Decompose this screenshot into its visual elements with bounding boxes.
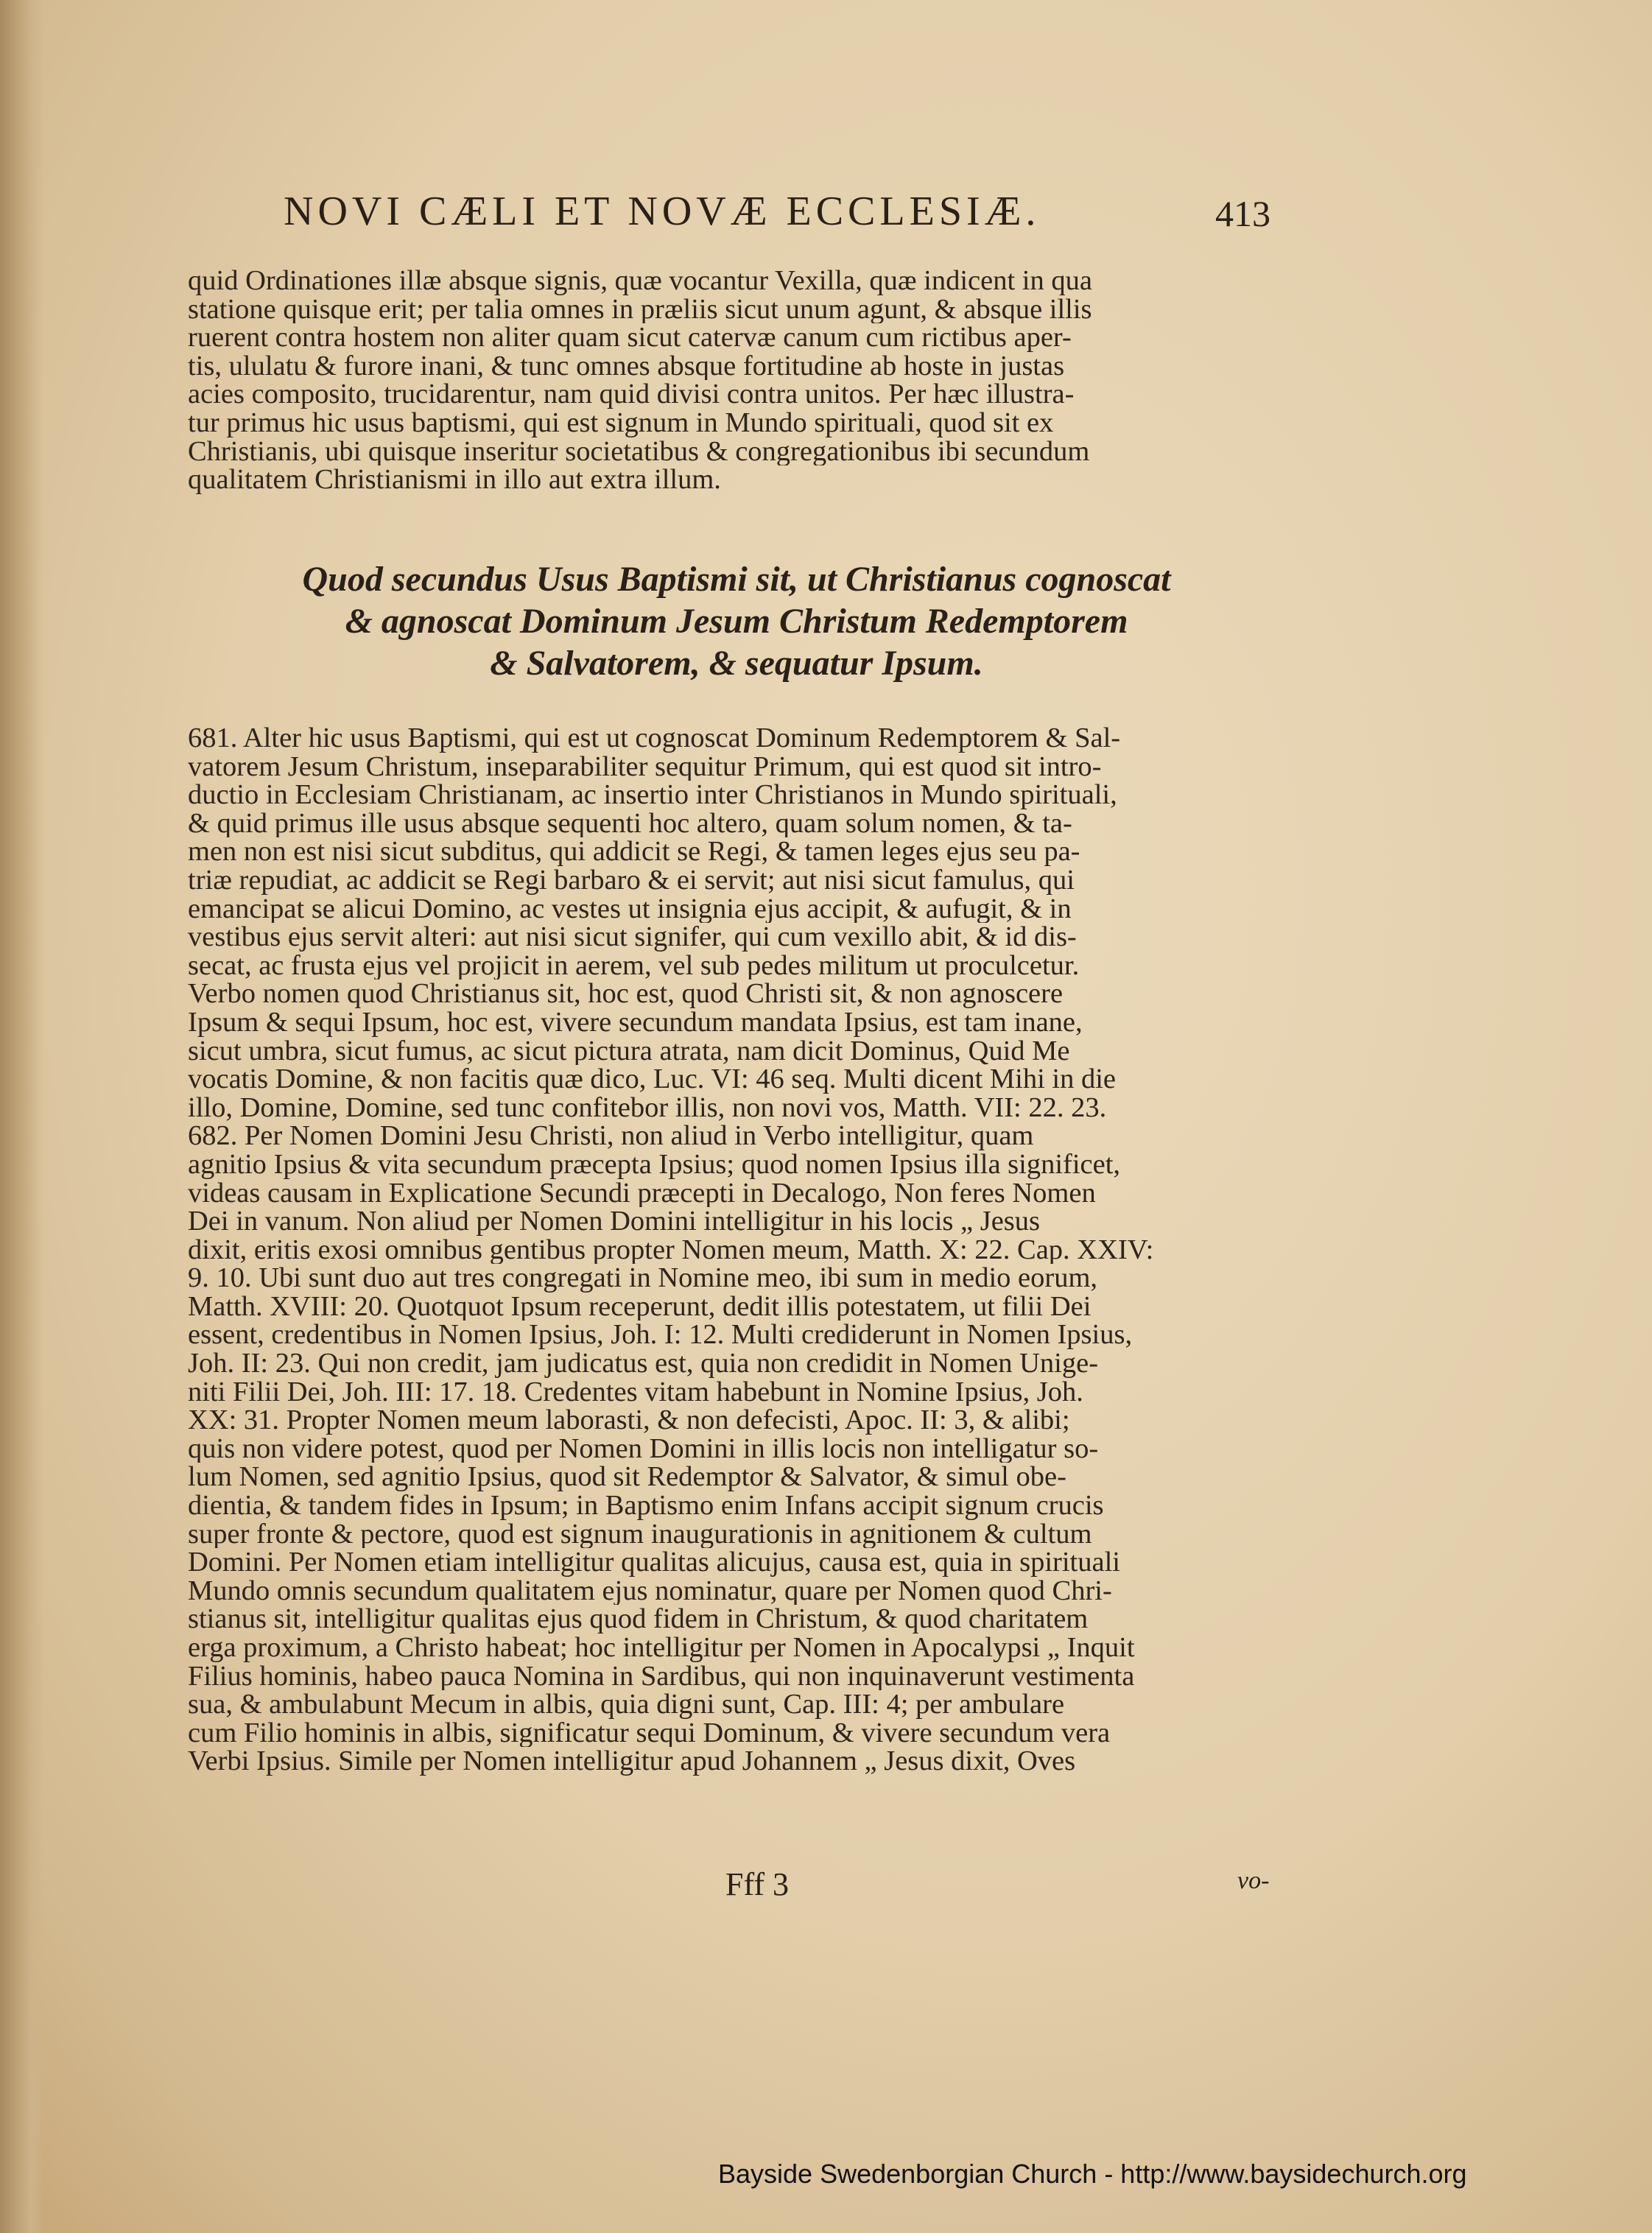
- text-line: dixit, eritis exosi omnibus gentibus propter Nomen meum, Matth. X: 22. Cap. XXIV:: [188, 1235, 1154, 1265]
- text-line: qualitatem Christianismi in illo aut extra illum.: [188, 465, 721, 494]
- text-line: ruerent contra hostem non aliter quam sicut catervæ canum cum rictibus aper-: [188, 323, 1072, 352]
- text-line: agnitio Ipsius & vita secundum præcepta Ipsius; quod nomen Ipsius illa significet,: [188, 1150, 1121, 1179]
- text-line: Domini. Per Nomen etiam intelligitur qualitas alicujus, causa est, quia in spirituali: [188, 1548, 1120, 1577]
- text-line: Mundo omnis secundum qualitatem ejus nominatur, quare per Nomen quod Chri-: [188, 1576, 1112, 1606]
- text-line: quid Ordinationes illæ absque signis, quæ vocantur Vexilla, quæ indicent in qua: [188, 267, 1092, 295]
- text-line: illo, Domine, Domine, sed tunc confitebor illis, non novi vos, Matth. VII: 22. 23.: [188, 1093, 1107, 1122]
- text-line: triæ repudiat, ac addicit se Regi barbaro & ei servit; aut nisi sicut famulus, qui: [188, 865, 1075, 895]
- heading-line: & agnoscat Dominum Jesum Christum Redemptorem: [345, 602, 1128, 641]
- text-line: sicut umbra, sicut fumus, ac sicut pictura atrata, nam dicit Dominus, Quid Me: [188, 1036, 1070, 1066]
- text-line: emancipat se alicui Domino, ac vestes ut insignia ejus accipit, & aufugit, & in: [188, 894, 1072, 924]
- text-line: & quid primus ille usus absque sequenti hoc altero, quam solum nomen, & ta-: [188, 809, 1072, 838]
- text-line: Ipsum & sequi Ipsum, hoc est, vivere secundum mandata Ipsius, est tam inane,: [188, 1008, 1083, 1037]
- running-head: [284, 188, 1285, 247]
- text-line: vestibus ejus servit alteri: aut nisi sicut signifer, qui cum vexillo abit, & id dis-: [188, 923, 1077, 952]
- catchword: vo-: [1237, 1867, 1270, 1894]
- heading-line: Quod secundus Usus Baptismi sit, ut Christianus cognoscat: [302, 560, 1171, 599]
- text-line: tur primus hic usus baptismi, qui est signum in Mundo spirituali, quod sit ex: [188, 408, 1054, 437]
- text-line: quis non videre potest, quod per Nomen Domini in illis locis non intelligatur so-: [188, 1434, 1099, 1463]
- text-line: ductio in Ecclesiam Christianam, ac insertio inter Christianos in Mundo spirituali,: [188, 781, 1117, 809]
- text-line: tis, ululatu & furore inani, & tunc omnes absque fortitudine ab hoste in justas: [188, 351, 1065, 381]
- text-line: Matth. XVIII: 20. Quotquot Ipsum receperunt, dedit illis potestatem, ut filii Dei: [188, 1292, 1092, 1321]
- text-line: acies composito, trucidarentur, nam quid divisi contra unitos. Per hæc illustra-: [188, 380, 1075, 409]
- signature-mark: Fff 3: [725, 1866, 789, 1902]
- text-line: Christianis, ubi quisque inseritur societatibus & congregationibus ibi secundum: [188, 437, 1090, 466]
- paragraphs-681-682: [188, 724, 1285, 1776]
- text-line: sua, & ambulabunt Mecum in albis, quia digni sunt, Cap. III: 4; per ambulare: [188, 1690, 1065, 1719]
- page-number: 413: [1215, 193, 1270, 234]
- text-line: secat, ac frusta ejus vel projicit in aerem, vel sub pedes militum ut proculcetur.: [188, 951, 1080, 980]
- text-line: 682. Per Nomen Domini Jesu Christi, non aliud in Verbo intelligitur, quam: [188, 1122, 1034, 1150]
- text-line: essent, credentibus in Nomen Ipsius, Joh. I: 12. Multi crediderunt in Nomen Ipsius,: [188, 1321, 1133, 1350]
- text-line: Filius hominis, habeo pauca Nomina in Sardibus, qui non inquinaverunt vestimenta: [188, 1661, 1135, 1691]
- text-line: dientia, & tandem fides in Ipsum; in Baptismo enim Infans accipit signum crucis: [188, 1491, 1104, 1520]
- text-line: Dei in vanum. Non aliud per Nomen Domini intelligitur in his locis „ Jesus: [188, 1207, 1040, 1236]
- running-head-title: NOVI CÆLI ET NOVÆ ECCLESIÆ.: [284, 189, 1041, 234]
- text-line: lum Nomen, sed agnitio Ipsius, quod sit Redemptor & Salvator, & simul obe-: [188, 1463, 1066, 1492]
- text-line: XX: 31. Propter Nomen meum laborasti, & non defecisti, Apoc. II: 3, & alibi;: [188, 1406, 1070, 1435]
- text-line: statione quisque erit; per talia omnes in præliis sicut unum agunt, & absque illis: [188, 295, 1092, 324]
- text-line: Joh. II: 23. Qui non credit, jam judicatus est, quia non credidit in Nomen Unige-: [188, 1349, 1099, 1378]
- text-line: super fronte & pectore, quod est signum inaugurationis in agnitionem & cultum: [188, 1519, 1092, 1549]
- text-line: men non est nisi sicut subditus, qui addicit se Regi, & tamen leges ejus seu pa-: [188, 837, 1080, 866]
- heading-line: & Salvatorem, & sequatur Ipsum.: [490, 644, 983, 683]
- text-line: stianus sit, intelligitur qualitas ejus quod fidem in Christum, & quod charitatem: [188, 1605, 1089, 1634]
- watermark-caption: Bayside Swedenborgian Church - http://www.baysidechurch.org: [718, 2159, 1467, 2189]
- text-line: cum Filio hominis in albis, significatur sequi Dominum, & vivere secundum vera: [188, 1718, 1111, 1748]
- intro-paragraph: [188, 267, 1285, 494]
- section-heading: [188, 558, 1285, 684]
- text-line: Verbo nomen quod Christianus sit, hoc est, quod Christi sit, & non agnoscere: [188, 980, 1064, 1008]
- text-line: 681. Alter hic usus Baptismi, qui est ut cognoscat Dominum Redemptorem & Sal-: [188, 724, 1121, 753]
- text-line: videas causam in Explicatione Secundi præcepti in Decalogo, Non feres Nomen: [188, 1178, 1096, 1208]
- text-line: vatorem Jesum Christum, inseparabiliter sequitur Primum, qui est quod sit intro-: [188, 752, 1102, 781]
- text-line: 9. 10. Ubi sunt duo aut tres congregati in Nomine meo, ibi sum in medio eorum,: [188, 1264, 1098, 1293]
- text-line: vocatis Domine, & non facitis quæ dico, Luc. VI: 46 seq. Multi dicent Mihi in die: [188, 1065, 1116, 1094]
- text-line: Verbi Ipsius. Simile per Nomen intelligitur apud Johannem „ Jesus dixit, Oves: [188, 1747, 1076, 1776]
- text-line: erga proximum, a Christo habeat; hoc intelligitur per Nomen in Apocalypsi „ Inquit: [188, 1634, 1135, 1662]
- page-gutter-shadow: [0, 0, 44, 2233]
- text-line: niti Filii Dei, Joh. III: 17. 18. Credentes vitam habebunt in Nomine Ipsius, Joh.: [188, 1377, 1083, 1407]
